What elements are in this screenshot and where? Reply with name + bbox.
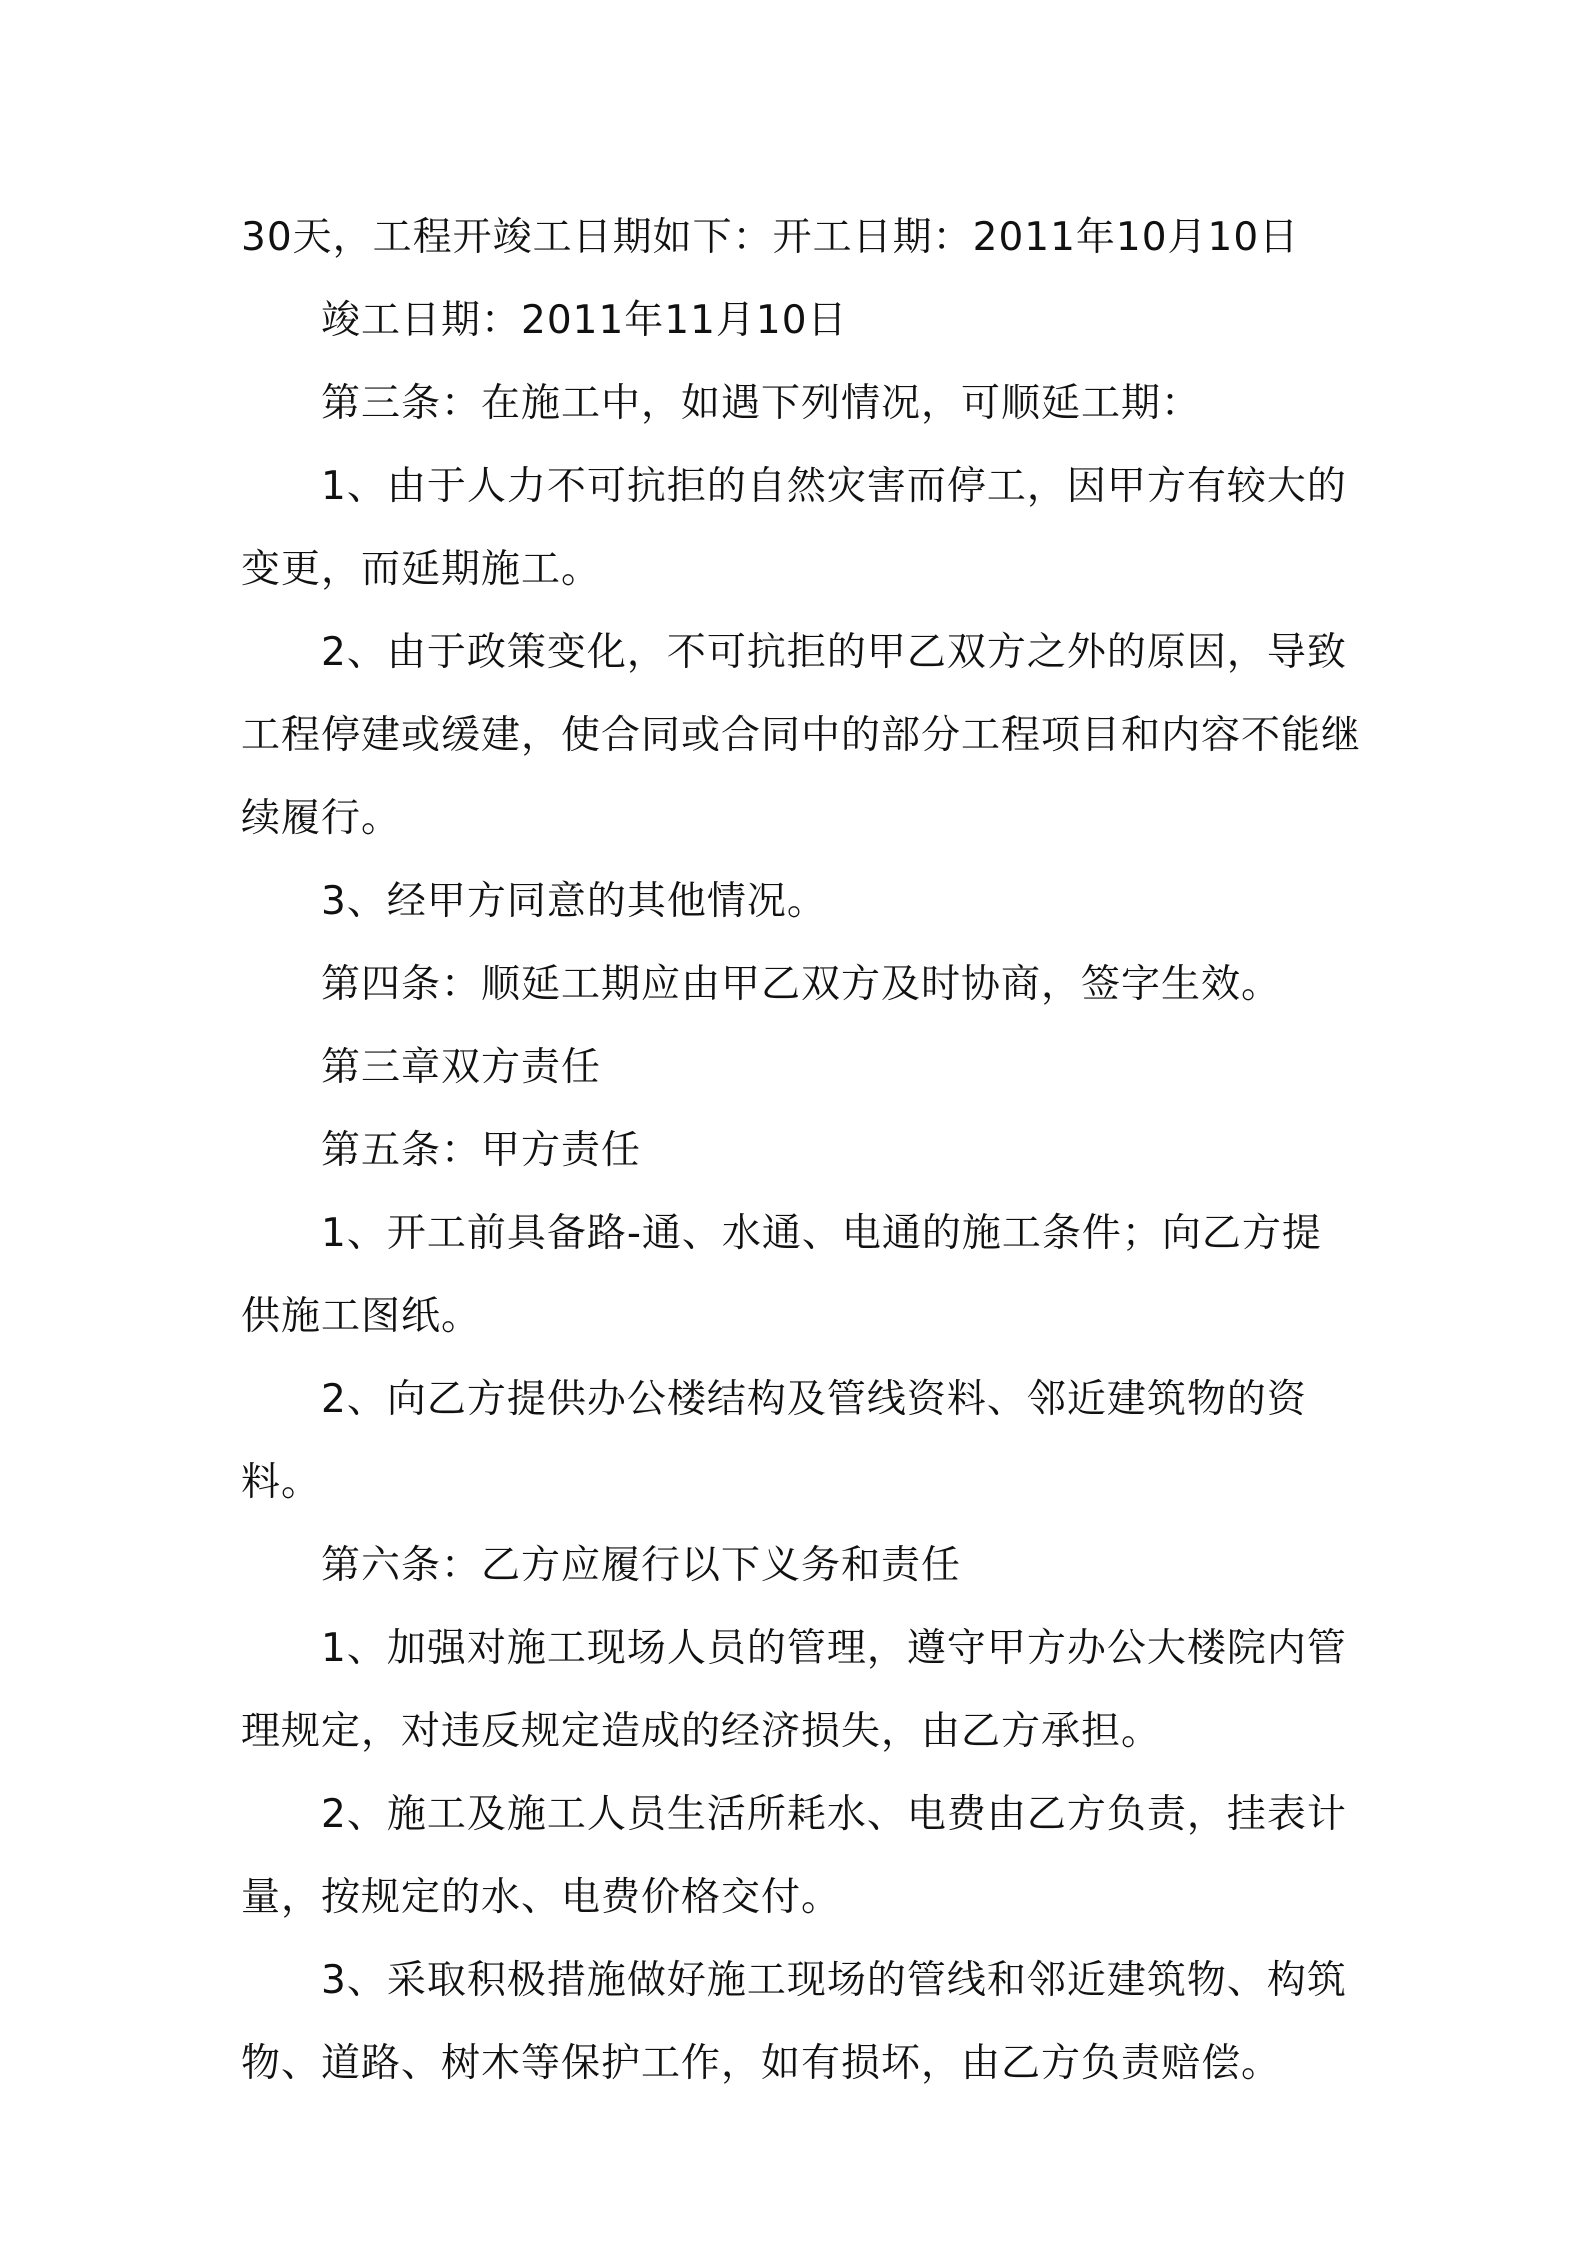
paragraph-article-5: 第五条：甲方责任 [321,1128,642,1173]
paragraph-article-6-item-3: 3、采取积极措施做好施工现场的管线和邻近建筑物、构筑物、道路、树木等保护工作，如有损坏，由乙方负责赔偿。 [241,1958,1347,2086]
paragraph-article-5-item-2: 2、向乙方提供办公楼结构及管线资料、邻近建筑物的资料。 [241,1377,1307,1505]
paragraph-article-5-item-1: 1、开工前具备路-通、水通、电通的施工条件；向乙方提供施工图纸。 [241,1211,1322,1339]
paragraph-schedule-dates: 30天，工程开竣工日期如下：开工日期：2011年10月10日 [241,215,1300,260]
paragraph-completion-date: 竣工日期：2011年11月10日 [321,298,848,343]
paragraph-article-6-item-2: 2、施工及施工人员生活所耗水、电费由乙方负责，挂表计量，按规定的水、电费价格交付。 [241,1792,1347,1920]
document-body [241,196,1361,2105]
paragraph-article-6: 第六条：乙方应履行以下义务和责任 [321,1543,962,1588]
chapter-heading-3: 第三章双方责任 [321,1045,602,1090]
paragraph-article-4: 第四条：顺延工期应由甲乙双方及时协商，签字生效。 [321,962,1282,1007]
paragraph-article-3-item-2: 2、由于政策变化，不可抗拒的甲乙双方之外的原因，导致工程停建或缓建，使合同或合同中的部分工程项目和内容不能继续履行。 [241,630,1362,841]
paragraph-article-3: 第三条：在施工中，如遇下列情况，可顺延工期： [321,381,1202,426]
paragraph-article-3-item-3: 3、经甲方同意的其他情况。 [321,879,827,924]
paragraph-article-6-item-1: 1、加强对施工现场人员的管理，遵守甲方办公大楼院内管理规定，对违反规定造成的经济损失，由乙方承担。 [241,1626,1347,1754]
paragraph-article-3-item-1: 1、由于人力不可抗拒的自然灾害而停工，因甲方有较大的变更，而延期施工。 [241,464,1347,592]
